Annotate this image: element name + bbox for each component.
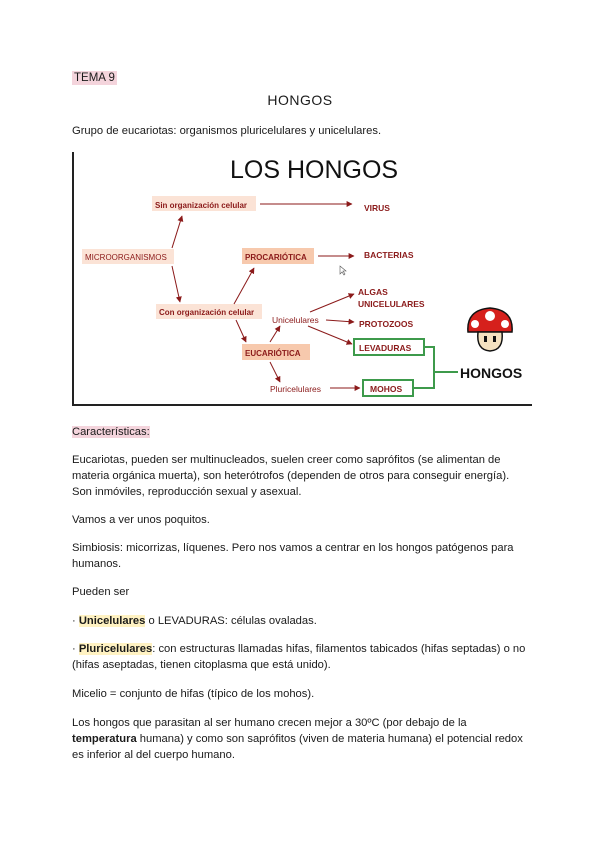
diagram-title: LOS HONGOS [230, 156, 399, 184]
paragraph-poquitos: Vamos a ver unos poquitos. [72, 514, 210, 526]
microorganismos-label: MICROORGANISMOS [85, 253, 167, 262]
page-title-text: HONGOS [267, 92, 333, 108]
paragraph-pueden-ser: Pueden ser [72, 586, 130, 598]
arrow-to-con-org [172, 266, 180, 302]
arrow-to-unicelulares [270, 326, 280, 342]
eucariotica-label: EUCARIÓTICA [245, 349, 301, 358]
arrow-to-levaduras [308, 326, 352, 344]
paragraph-simbiosis: Simbiosis: micorrizas, líquenes. Pero nos vamos a centrar en los hongos patógenos para humanos. [72, 542, 514, 570]
paragraph-micelio: Micelio = conjunto de hifas (típico de los mohos). [72, 688, 315, 700]
arrow-to-procariotica [234, 268, 254, 304]
arrow-to-eucariotica [236, 320, 246, 342]
algas-label-1: ALGAS [358, 287, 388, 297]
paragraph-unicelulares [72, 613, 532, 629]
bacterias-label: BACTERIAS [364, 250, 414, 260]
virus-label: VIRUS [364, 203, 390, 213]
unicelulares-label: Unicelulares [272, 315, 319, 325]
protozoos-label: PROTOZOOS [359, 319, 414, 329]
hongos-label: HONGOS [460, 365, 523, 381]
unicelulares-rest: o LEVADURAS: células ovaladas. [145, 615, 317, 627]
mushroom-icon [468, 308, 512, 351]
pluricelulares-rest: : con estructuras llamadas hifas, filamentos tabicados (hifas septadas) o no (hifas aseptadas, tienen citoplasma que está unido). [72, 643, 526, 671]
paragraph-pluricelulares [72, 641, 532, 673]
caracteristicas-paragraph [72, 424, 532, 440]
algas-label-2: UNICELULARES [358, 299, 425, 309]
hongos-diagram [72, 152, 532, 406]
sin-org-label: Sin organización celular [155, 201, 248, 210]
mohos-label: MOHOS [370, 384, 403, 394]
procariotica-label: PROCARIÓTICA [245, 253, 307, 262]
con-org-label: Con organización celular [159, 308, 255, 317]
unicelulares-bold: Unicelulares [78, 615, 146, 627]
page-title [0, 92, 600, 108]
paragraph-temperatura [72, 715, 532, 763]
temperatura-bold: temperatura [72, 733, 137, 745]
arrow-to-protozoos [326, 320, 354, 322]
temperatura-part-b: humana) y como son saprófitos (viven de materia humana) el potencial redox es inferior al del cuerpo humano. [72, 733, 523, 761]
arrow-to-algas [310, 294, 354, 312]
tema-label: TEMA 9 [74, 72, 115, 84]
levaduras-label: LEVADURAS [359, 343, 412, 353]
paragraph-eucariotas: Eucariotas, pueden ser multinucleados, suelen creer como saprófitos (se alimentan de materia orgánica muerta), son heterótrofos (dependen de otros para conseguir energía). Son inmóviles, reproducción sexual y asexual. [72, 454, 510, 498]
diagram-svg [74, 152, 532, 404]
arrow-to-pluricelulares [270, 362, 280, 382]
caracteristicas-label: Características: [72, 426, 150, 438]
pluricelulares-bold: Pluricelulares [78, 643, 153, 655]
bullet-2: · [72, 643, 79, 655]
intro-paragraph: Grupo de eucariotas: organismos pluricelulares y unicelulares. [72, 125, 382, 137]
bullet-1: · [72, 615, 79, 627]
pluricelulares-label: Pluricelulares [270, 384, 322, 394]
cursor-icon [340, 266, 346, 275]
temperatura-part-a: Los hongos que parasitan al ser humano crecen mejor a 30ºC (por debajo de la [72, 717, 467, 729]
arrow-to-sin-org [172, 216, 182, 248]
